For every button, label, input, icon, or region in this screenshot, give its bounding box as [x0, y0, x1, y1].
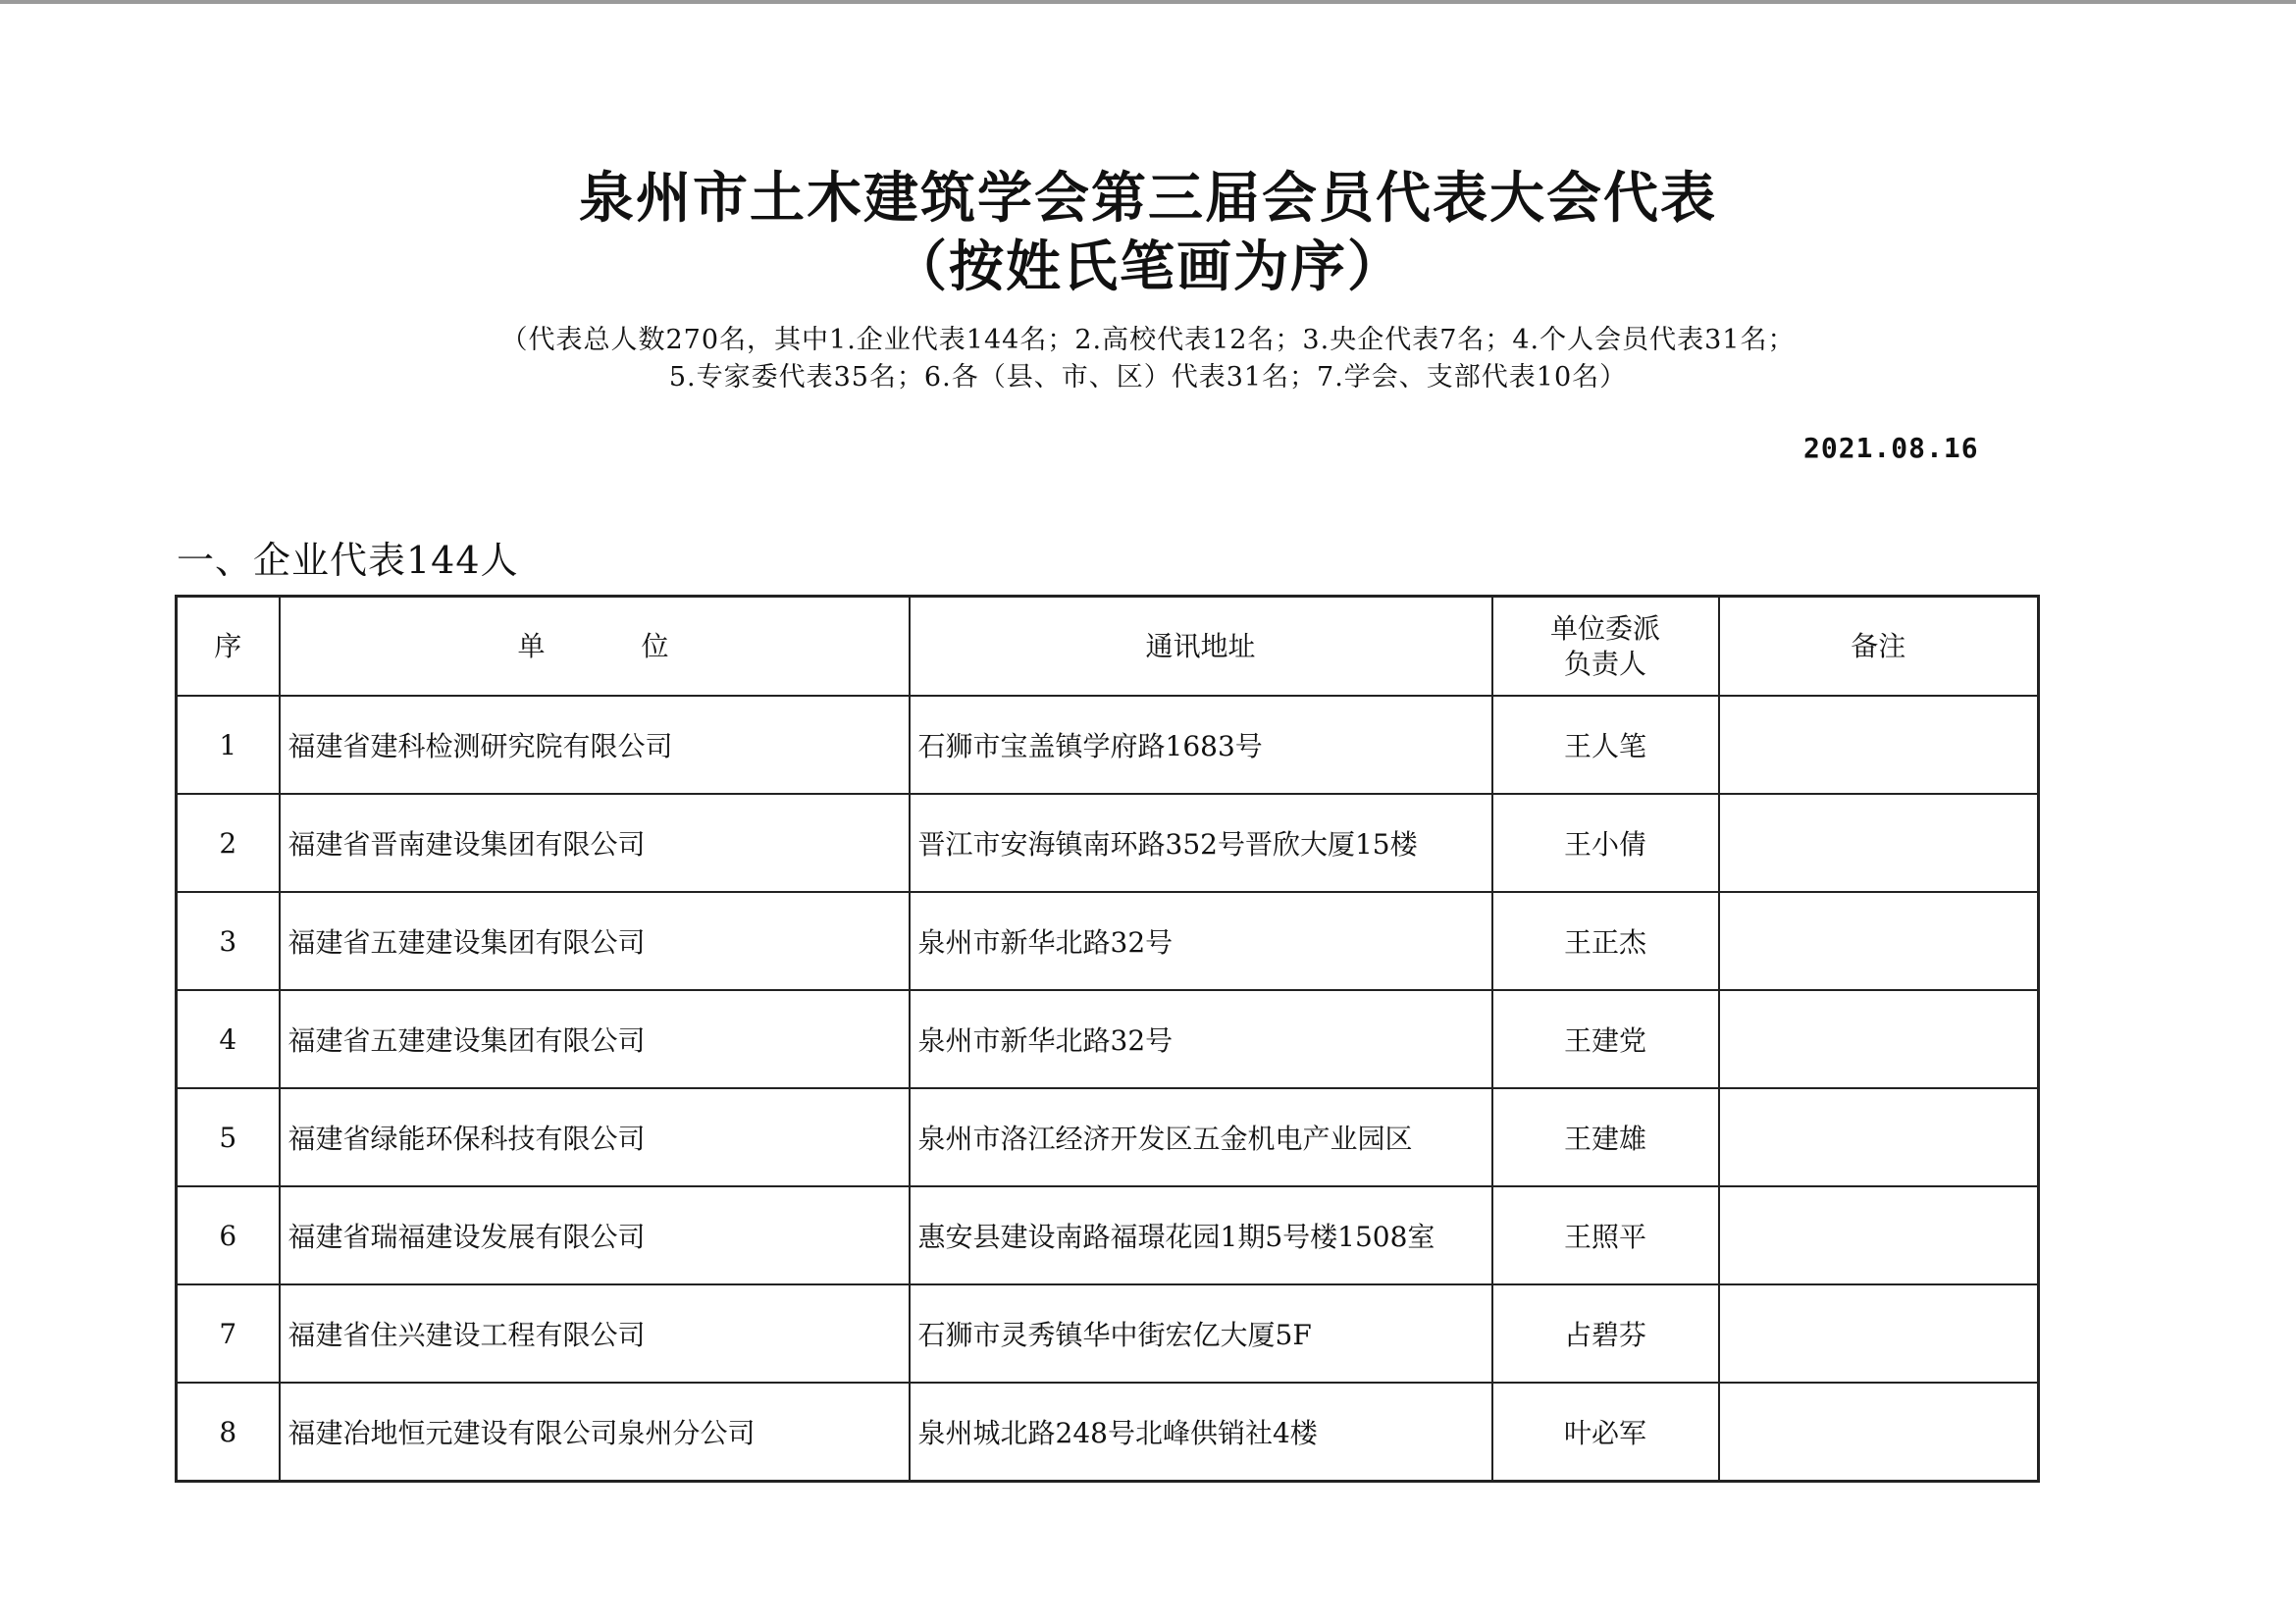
cell-remark	[1719, 892, 2039, 990]
header-unit-part-a: 单	[517, 629, 548, 662]
header-address: 通讯地址	[910, 597, 1492, 697]
table-row	[177, 1383, 2039, 1482]
cell-address: 石狮市宝盖镇学府路1683号	[910, 696, 1492, 794]
cell-seq: 7	[177, 1284, 280, 1383]
cell-person: 王人笔	[1492, 696, 1719, 794]
cell-seq: 4	[177, 990, 280, 1088]
table-row	[177, 794, 2039, 892]
cell-remark	[1719, 1383, 2039, 1482]
header-person-line-2: 负责人	[1563, 647, 1646, 680]
cell-person: 占碧芬	[1492, 1284, 1719, 1383]
cell-seq: 6	[177, 1186, 280, 1284]
cell-unit: 福建省晋南建设集团有限公司	[280, 794, 910, 892]
cell-seq: 1	[177, 696, 280, 794]
cell-remark	[1719, 1284, 2039, 1383]
cell-address: 泉州市新华北路32号	[910, 990, 1492, 1088]
section-title: 一、企业代表144人	[177, 539, 519, 582]
table-row	[177, 990, 2039, 1088]
cell-unit: 福建省五建建设集团有限公司	[280, 892, 910, 990]
cell-person: 王正杰	[1492, 892, 1719, 990]
header-remark: 备注	[1719, 597, 2039, 697]
cell-address: 泉州城北路248号北峰供销社4楼	[910, 1383, 1492, 1482]
cell-address: 惠安县建设南路福璟花园1期5号楼1508室	[910, 1186, 1492, 1284]
cell-address: 石狮市灵秀镇华中街宏亿大厦5F	[910, 1284, 1492, 1383]
cell-remark	[1719, 1186, 2039, 1284]
cell-seq: 5	[177, 1088, 280, 1186]
cell-seq: 3	[177, 892, 280, 990]
cell-address: 晋江市安海镇南环路352号晋欣大厦15楼	[910, 794, 1492, 892]
table-row	[177, 892, 2039, 990]
table-row	[177, 1088, 2039, 1186]
cell-remark	[1719, 1088, 2039, 1186]
cell-person: 王建雄	[1492, 1088, 1719, 1186]
cell-address: 泉州市洛江经济开发区五金机电产业园区	[910, 1088, 1492, 1186]
cell-unit: 福建省建科检测研究院有限公司	[280, 696, 910, 794]
document-subtitle: （按姓氏笔画为序）	[892, 235, 1404, 299]
cell-unit: 福建省绿能环保科技有限公司	[280, 1088, 910, 1186]
table-row	[177, 1186, 2039, 1284]
cell-person: 王建党	[1492, 990, 1719, 1088]
table-row	[177, 1284, 2039, 1383]
document-title: 泉州市土木建筑学会第三届会员代表大会代表	[579, 166, 1717, 231]
delegate-table	[175, 595, 2040, 1483]
document-date: 2021.08.16	[1803, 432, 1979, 464]
cell-unit: 福建冶地恒元建设有限公司泉州分公司	[280, 1383, 910, 1482]
header-unit	[280, 597, 910, 697]
cell-remark	[1719, 794, 2039, 892]
cell-person: 王照平	[1492, 1186, 1719, 1284]
cell-remark	[1719, 696, 2039, 794]
cell-unit: 福建省瑞福建设发展有限公司	[280, 1186, 910, 1284]
cell-seq: 2	[177, 794, 280, 892]
cell-remark	[1719, 990, 2039, 1088]
header-unit-part-b: 位	[641, 629, 671, 662]
header-person	[1492, 597, 1719, 697]
cell-person: 王小倩	[1492, 794, 1719, 892]
summary-note-line-1: （代表总人数270名，其中1.企业代表144名；2.高校代表12名；3.央企代表7名；4.个人会员代表31名；	[500, 325, 1796, 355]
cell-person: 叶必军	[1492, 1383, 1719, 1482]
cell-unit: 福建省住兴建设工程有限公司	[280, 1284, 910, 1383]
summary-note-line-2: 5.专家委代表35名；6.各（县、市、区）代表31名；7.学会、支部代表10名）	[668, 362, 1628, 393]
header-seq: 序	[177, 597, 280, 697]
table-header-row	[177, 597, 2039, 697]
cell-address: 泉州市新华北路32号	[910, 892, 1492, 990]
cell-unit: 福建省五建建设集团有限公司	[280, 990, 910, 1088]
header-person-line-1: 单位委派	[1549, 611, 1660, 645]
table-row	[177, 696, 2039, 794]
cell-seq: 8	[177, 1383, 280, 1482]
scan-edge	[0, 0, 2296, 4]
